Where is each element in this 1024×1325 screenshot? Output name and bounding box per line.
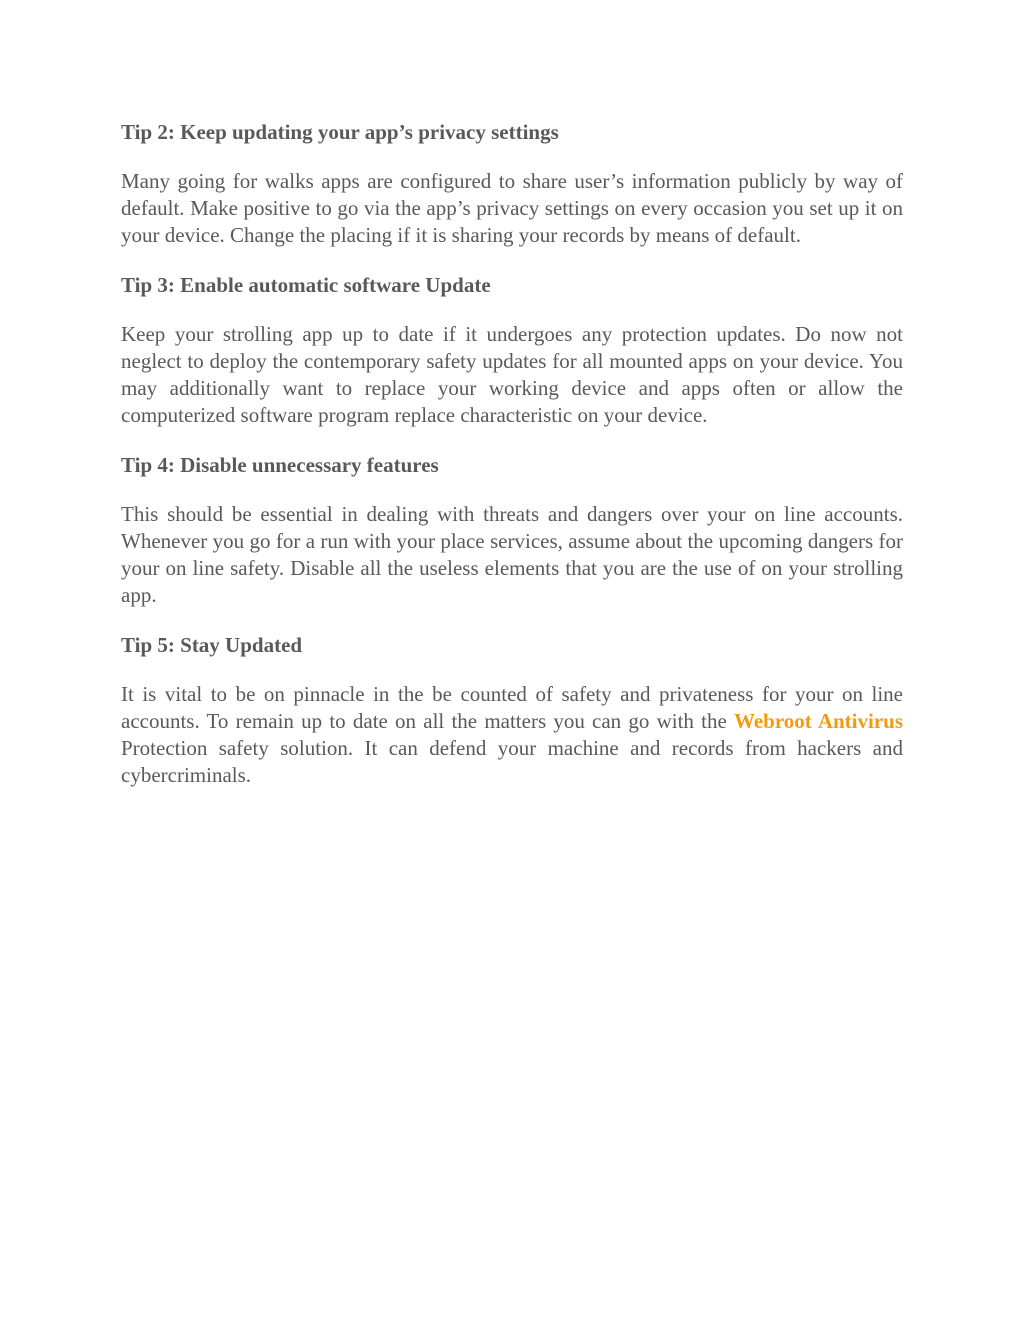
tip-2-heading: Tip 2: Keep updating your app’s privacy settings — [121, 120, 559, 144]
tip-5-section — [121, 631, 903, 789]
tip-3-section — [121, 271, 903, 429]
tip-2-section — [121, 118, 903, 249]
tip-3-heading: Tip 3: Enable automatic software Update — [121, 273, 491, 297]
tip-4-section — [121, 451, 903, 609]
tip-5-body-before: It is vital to be on pinnacle in the be counted of safety and privateness for your on line accounts. To remain up to date on all the matters you can go with the — [121, 682, 903, 733]
tip-3-body: Keep your strolling app up to date if it undergoes any protection updates. Do now not neglect to deploy the contemporary safety updates for all mounted apps on your device. You may additionally want to replace your working device and apps often or allow the computerized software program replace characteristic on your device. — [121, 322, 903, 427]
tip-5-body-after: Protection safety solution. It can defend your machine and records from hackers and cybercriminals. — [121, 736, 903, 787]
webroot-antivirus-link[interactable]: Webroot Antivirus — [734, 709, 904, 733]
tip-4-body: This should be essential in dealing with threats and dangers over your on line accounts. Whenever you go for a run with your place services, assume about the upcoming dangers for your on line safety. Disable all the useless elements that you are the use of on your strolling app. — [121, 502, 903, 607]
tip-2-body: Many going for walks apps are configured to share user’s information publicly by way of default. Make positive to go via the app’s privacy settings on every occasion you set up it on your device. Change the placing if it is sharing your records by means of default. — [121, 169, 903, 247]
tip-4-heading: Tip 4: Disable unnecessary features — [121, 453, 439, 477]
tip-5-body — [121, 681, 903, 789]
tip-5-heading: Tip 5: Stay Updated — [121, 633, 303, 657]
